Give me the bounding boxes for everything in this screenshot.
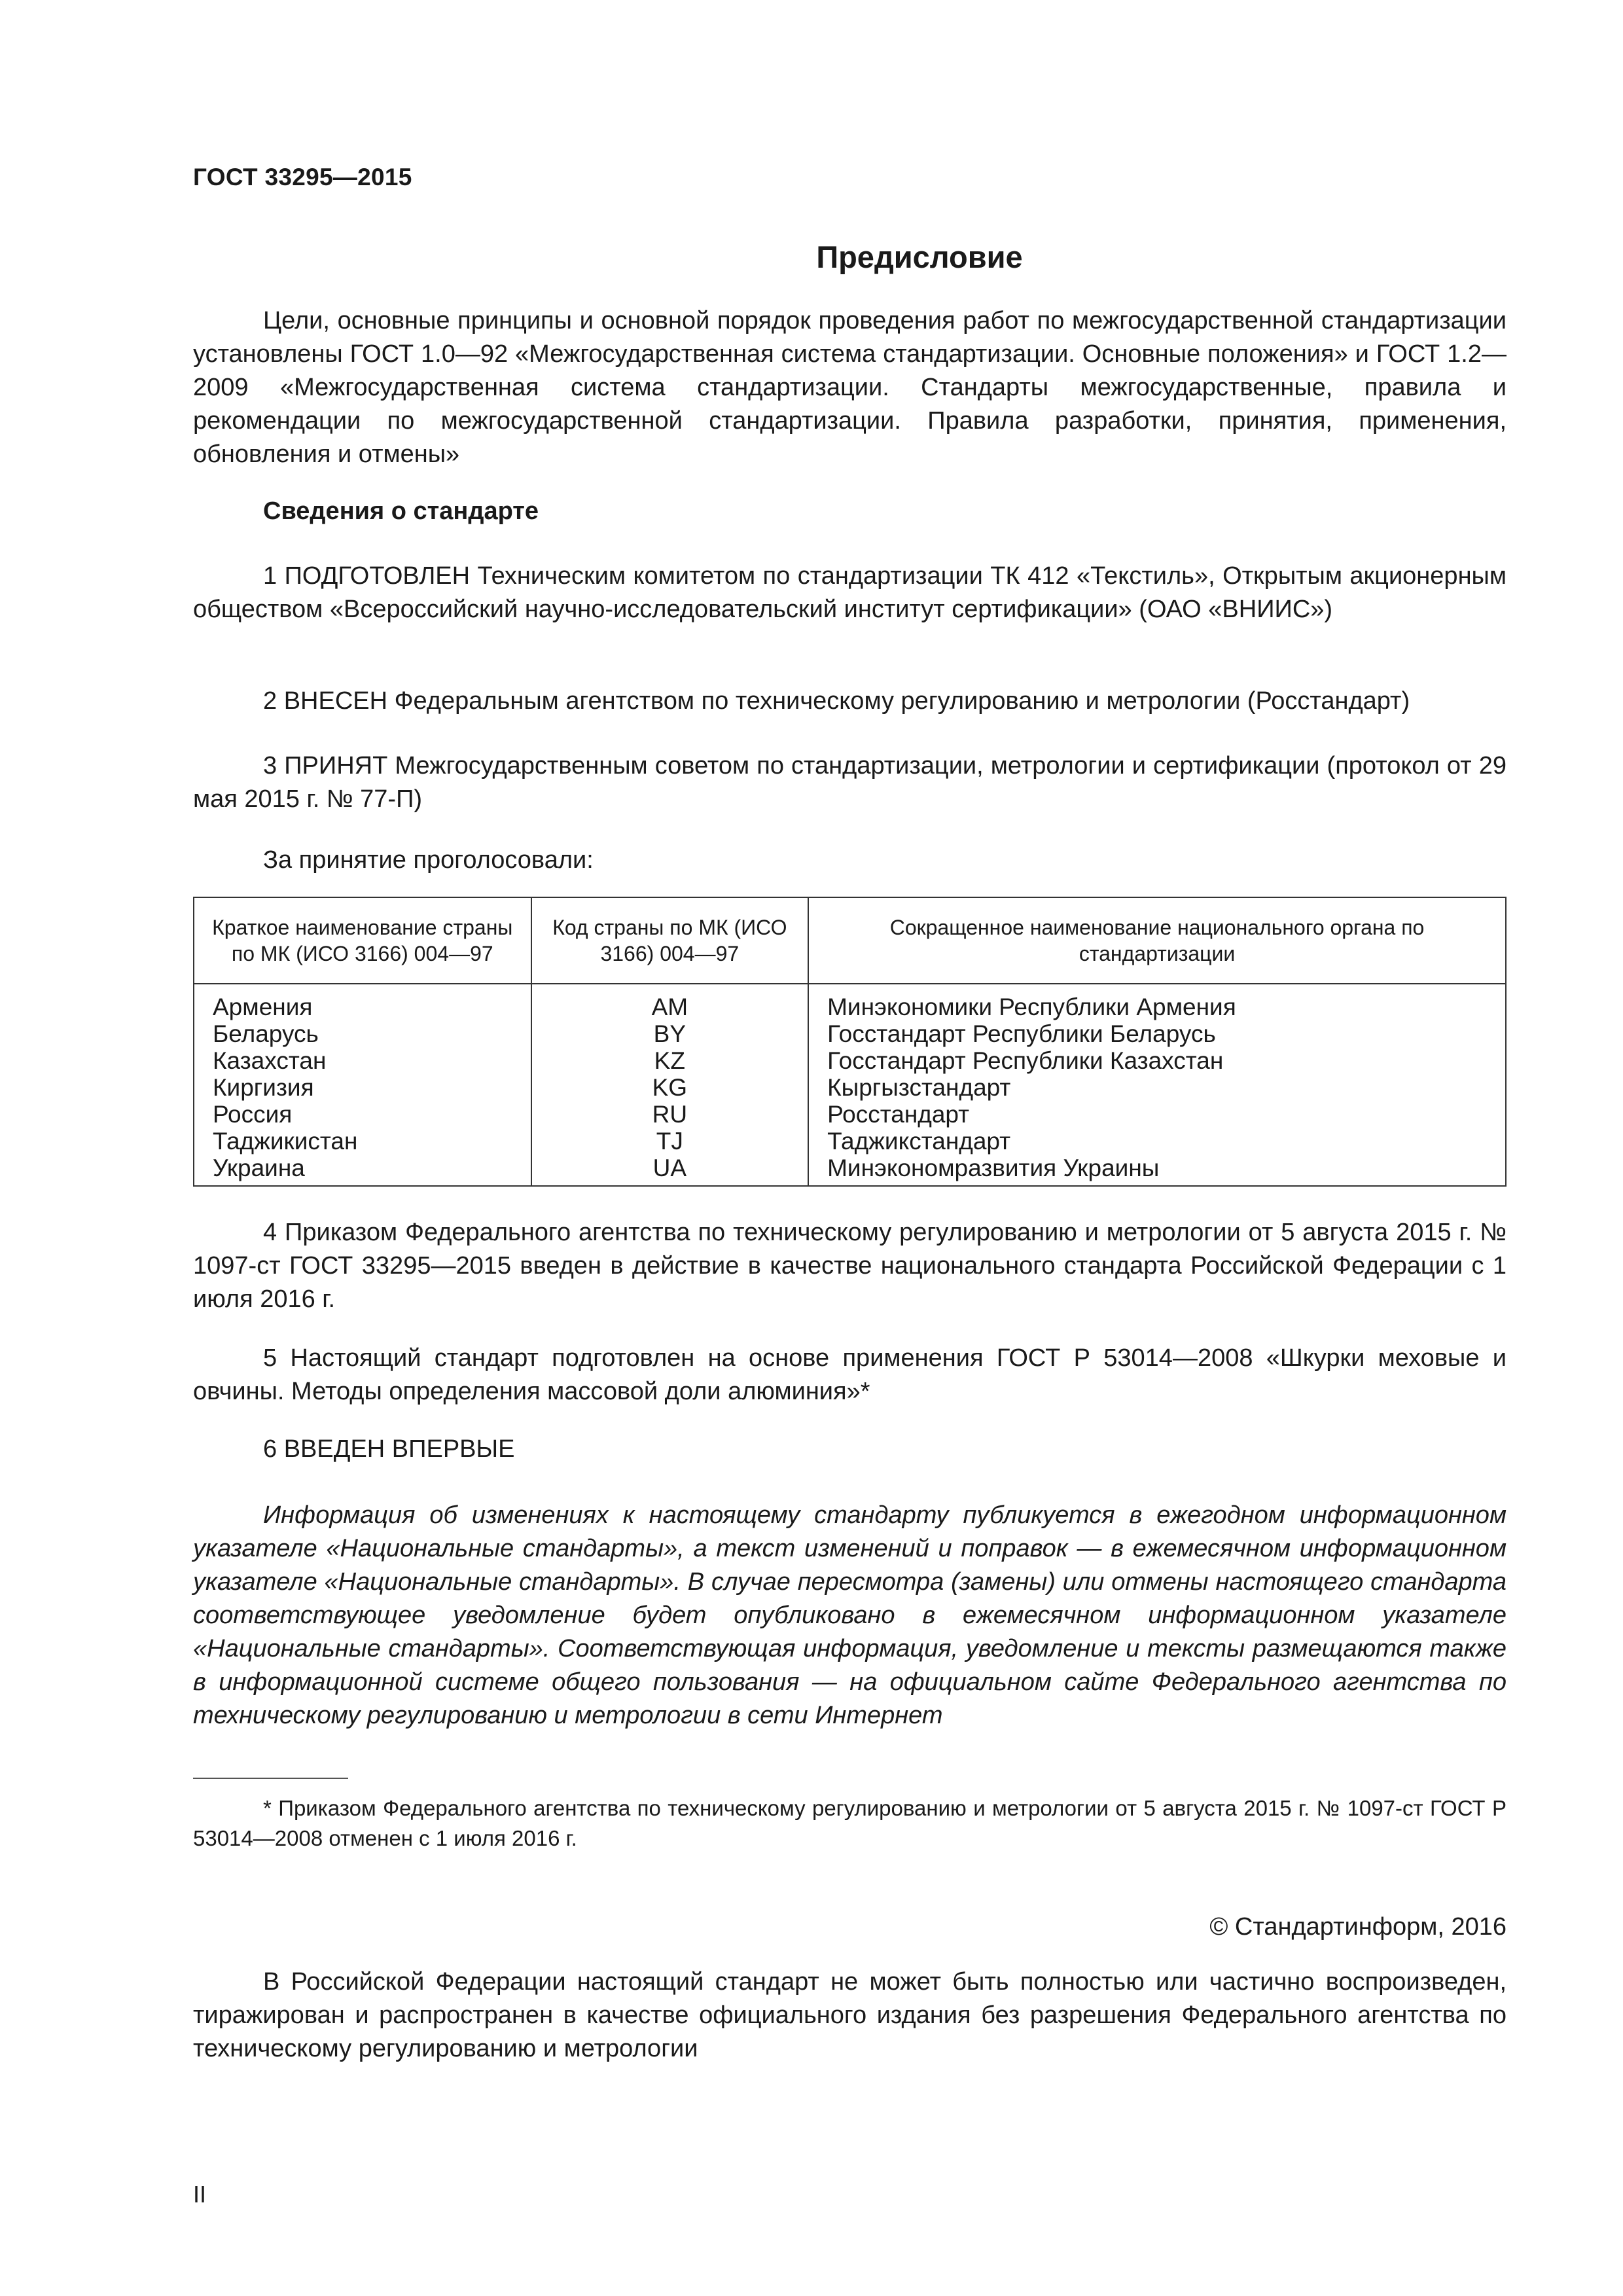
info-notice-text: Информация об изменениях к настоящему стандарту публикуется в ежегодном информационном указателе «Национальные стандарты», а текст изменений и поправок — в ежемесячном информационном указателе «Национальные стандарты». В случае пересмотра (замены) или отмены настоящего стандарта соответствующее уведомление будет опубликовано в ежемесячном информационном указателе «Национальные стандарты». Соответствующая информация, уведомление и тексты размещаются также в информационной системе общего пользования — на официальном сайте Федерального агентства по техническому регулированию и метрологии в сети Интернет	[193, 1501, 1507, 1729]
header-code: Код страны по МК (ИСО 3166) 004—97	[531, 897, 809, 984]
header-country: Краткое наименование страны по МК (ИСО 3166) 004—97	[194, 897, 531, 984]
table-row	[194, 1155, 1506, 1186]
copyright: © Стандартинформ, 2016	[1209, 1913, 1507, 1941]
item-4	[193, 1216, 1507, 1316]
intro-text: Цели, основные принципы и основной порядок проведения работ по межгосударственной стандартизации установлены ГОСТ 1.0—92 «Межгосударственная система стандартизации. Основные положения» и ГОСТ 1.2—2009 «Межгосударственная система стандартизации. Стандарты межгосударственные, правила и рекомендации по межгосударственной стандартизации. Правила разработки, принятия, применения, обновления и отмены»	[193, 307, 1507, 468]
cell-body: Минэкономразвития Украины	[808, 1155, 1506, 1186]
cell-code: TJ	[531, 1128, 809, 1155]
reproduction-notice	[193, 1965, 1507, 2066]
info-notice	[193, 1499, 1507, 1732]
header-body: Сокращенное наименование национального органа по стандартизации	[808, 897, 1506, 984]
document-header: ГОСТ 33295—2015	[193, 164, 412, 190]
cell-country: Украина	[194, 1155, 531, 1186]
cell-code: BY	[531, 1020, 809, 1047]
cell-body: Росстандарт	[808, 1101, 1506, 1128]
cell-body: Кыргызстандарт	[808, 1074, 1506, 1101]
cell-body: Госстандарт Республики Казахстан	[808, 1047, 1506, 1074]
footnote-text: * Приказом Федерального агентства по техническому регулированию и метрологии от 5 августа 2015 г. № 1097-ст ГОСТ Р 53014—2008 отменен с 1 июля 2016 г.	[193, 1796, 1507, 1850]
table-row	[194, 1101, 1506, 1128]
intro-paragraph	[193, 304, 1507, 471]
item-3-text: 3 ПРИНЯТ Межгосударственным советом по стандартизации, метрологии и сертификации (протокол от 29 мая 2015 г. № 77-П)	[193, 752, 1507, 813]
table-row	[194, 1020, 1506, 1047]
cell-code: AM	[531, 984, 809, 1020]
cell-code: UA	[531, 1155, 809, 1186]
section-heading: Сведения о стандарте	[263, 497, 539, 525]
table-row	[194, 1074, 1506, 1101]
cell-country: Армения	[194, 984, 531, 1020]
cell-code: KZ	[531, 1047, 809, 1074]
cell-country: Россия	[194, 1101, 531, 1128]
footnote-divider	[193, 1778, 348, 1779]
voting-table	[193, 897, 1507, 1187]
footnote	[193, 1793, 1507, 1854]
item-2	[193, 685, 1507, 718]
item-4-text: 4 Приказом Федерального агентства по техническому регулированию и метрологии от 5 августа 2015 г. № 1097-ст ГОСТ 33295—2015 введен в действие в качестве национального стандарта Российской Федерации с 1 июля 2016 г.	[193, 1219, 1507, 1313]
item-1-text: 1 ПОДГОТОВЛЕН Техническим комитетом по стандартизации ТК 412 «Текстиль», Открытым акционерным обществом «Всероссийский научно-исследовательский институт сертификации» (ОАО «ВНИИС»)	[193, 562, 1507, 623]
cell-country: Казахстан	[194, 1047, 531, 1074]
cell-body: Таджикстандарт	[808, 1128, 1506, 1155]
page-number: II	[193, 2181, 207, 2208]
cell-code: RU	[531, 1101, 809, 1128]
cell-country: Киргизия	[194, 1074, 531, 1101]
item-5-text: 5 Настоящий стандарт подготовлен на основе применения ГОСТ Р 53014—2008 «Шкурки меховые и овчины. Методы определения массовой доли алюминия»*	[193, 1344, 1507, 1405]
item-2-text: 2 ВНЕСЕН Федеральным агентством по техническому регулированию и метрологии (Росстандарт)	[263, 687, 1410, 715]
cell-country: Беларусь	[194, 1020, 531, 1047]
cell-body: Минэкономики Республики Армения	[808, 984, 1506, 1020]
table-header-row	[194, 897, 1506, 984]
item-3	[193, 749, 1507, 816]
item-6: 6 ВВЕДЕН ВПЕРВЫЕ	[263, 1435, 515, 1463]
table-row	[194, 984, 1506, 1020]
item-1	[193, 560, 1507, 626]
cell-country: Таджикистан	[194, 1128, 531, 1155]
cell-body: Госстандарт Республики Беларусь	[808, 1020, 1506, 1047]
page-title: Предисловие	[816, 240, 1023, 274]
vote-intro: За принятие проголосовали:	[263, 846, 594, 874]
item-5	[193, 1342, 1507, 1408]
reproduction-notice-text: В Российской Федерации настоящий стандарт не может быть полностью или частично воспроизведен, тиражирован и распространен в качестве официального издания без разрешения Федерального агентства по техническому регулированию и метрологии	[193, 1968, 1507, 2062]
cell-code: KG	[531, 1074, 809, 1101]
table-row	[194, 1128, 1506, 1155]
table-row	[194, 1047, 1506, 1074]
